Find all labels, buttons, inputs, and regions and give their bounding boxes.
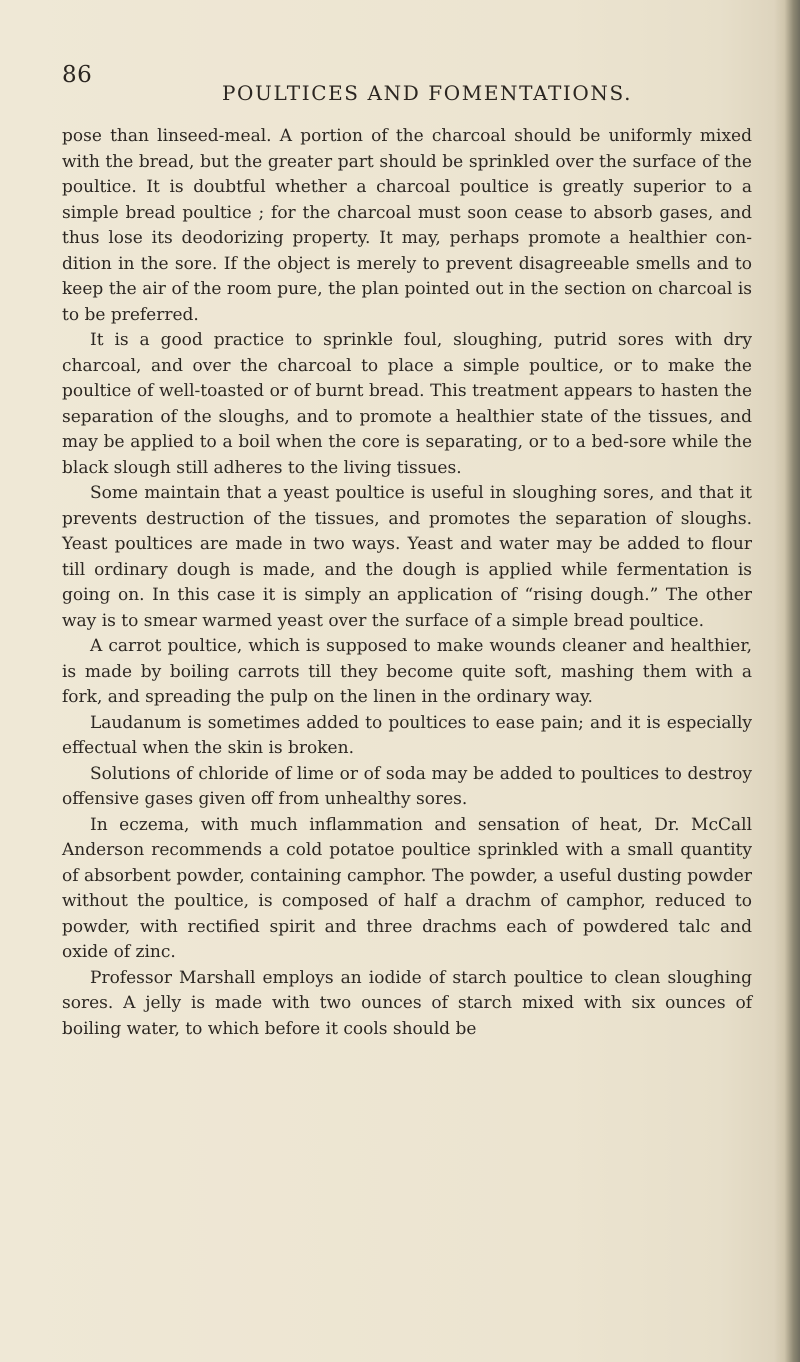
body-text: [62, 124, 752, 1042]
running-head: POULTICES AND FOMENTATIONS.: [222, 81, 633, 105]
paragraph-carrot-poultice: A carrot poultice, which is supposed to make wounds cleaner and healthier, is made by boiling carrots till they become quite soft, mashing them with a fork, and spreading the pulp on the linen in the ordinary way.: [62, 636, 752, 707]
page-edge-shadow: [774, 0, 800, 1362]
paragraph-yeast-poultice: Some maintain that a yeast poultice is useful in sloughing sores, and that it prevents destruction of the tissues, and promotes the separation of sloughs. Yeast poultices are made in two ways. Yeast and water may be added to flour till ordinary dough is made, and the dough is applied while fermentation is going on. In this case it is simply an application of “rising dough.” The other way is to smear warmed yeast over the surface of a simple bread poultice.: [62, 483, 752, 631]
paragraph-charcoal-continuation: pose than linseed-meal. A portion of the charcoal should be uniformly mixed with the bread, but the greater part should be sprinkled over the surface of the poultice. It is doubtful whether a charcoal poultice is greatly superior to a simple bread poultice ; for the charcoal must soon cease to absorb gases, and thus lose its deodorizing property. It may, perhaps promote a healthier condition in the sore. If the object is merely to prevent disagreeable smells and to keep the air of the room pure, the plan pointed out in the section on charcoal is to be preferred.: [62, 126, 752, 325]
page-number: 86: [62, 62, 93, 88]
paragraph-laudanum: Laudanum is sometimes added to poultices to ease pain; and it is especially effectual when the skin is broken.: [62, 712, 752, 758]
paragraph-eczema: In eczema, with much inflammation and sensation of heat, Dr. McCall Anderson recommends a cold potatoe poultice sprinkled with a small quantity of absorbent powder, containing camphor. The powder, a useful dusting powder without the poultice, is composed of half a drachm of camphor, reduced to powder, with rectified spirit and three drachms each of powdered talc and oxide of zinc.: [62, 814, 752, 962]
paragraph-sloughing-sores: It is a good practice to sprinkle foul, sloughing, putrid sores with dry charcoal, and over the charcoal to place a simple poultice, or to make the poultice of well-toasted or of burnt bread. This treatment appears to hasten the separation of the sloughs, and to promote a healthier state of the tissues, and may be applied to a boil when the core is separating, or to a bed-sore while the black slough still adheres to the living tissues.: [62, 330, 752, 478]
paragraph-iodide-starch: Professor Marshall employs an iodide of starch poultice to clean sloughing sores. A jelly is made with two ounces of starch mixed with six ounces of boiling water, to which before it cools should be: [62, 967, 752, 1039]
paragraph-chloride-solutions: Solutions of chloride of lime or of soda may be added to poultices to destroy offensive gases given off from unhealthy sores.: [62, 763, 752, 809]
